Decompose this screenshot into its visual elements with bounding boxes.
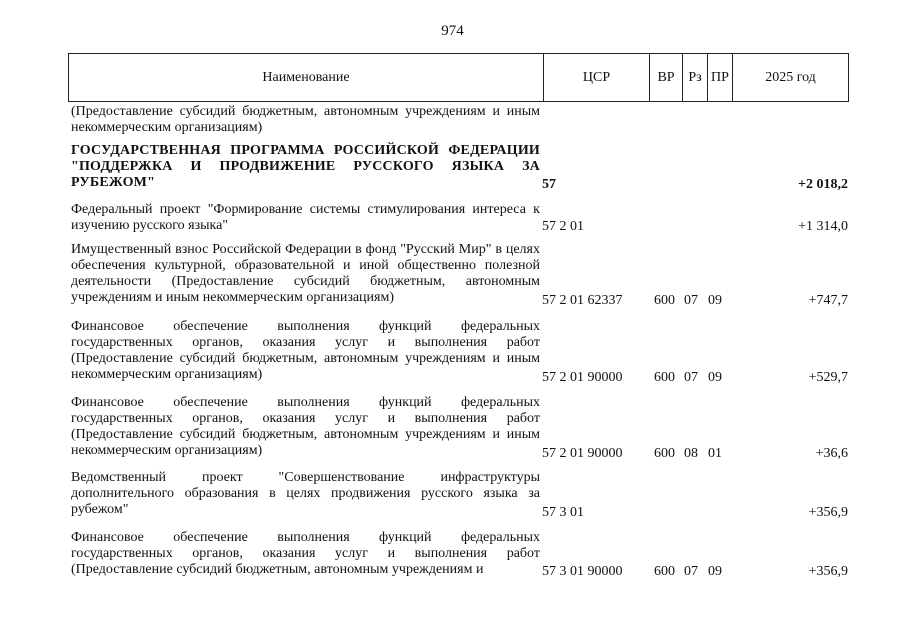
row-pr: 09 bbox=[708, 564, 722, 579]
header-rz: Рз bbox=[688, 69, 702, 85]
row-amount: +356,9 bbox=[808, 564, 848, 579]
table-header bbox=[68, 53, 849, 102]
header-csr: ЦСР bbox=[582, 69, 611, 85]
row-csr: 57 bbox=[542, 177, 556, 192]
row-name: Федеральный проект "Формирование системы стимулирования интереса к изучению русского языка" bbox=[71, 202, 540, 233]
row-csr: 57 2 01 90000 bbox=[542, 370, 623, 385]
row-vr: 600 bbox=[654, 370, 675, 385]
row-rz: 07 bbox=[684, 370, 698, 385]
row-vr: 600 bbox=[654, 446, 675, 461]
row-csr: 57 3 01 90000 bbox=[542, 564, 623, 579]
header-vr: ВР bbox=[657, 69, 675, 85]
row-name: Имущественный взнос Российской Федерации в фонд "Русский Мир" в целях обеспечения культурной, образовательной и иной общественно полезной деятельности (Предоставление субсидий бюджетным, автономным учреждениям и иным некоммерческим организациям) bbox=[71, 242, 540, 305]
row-name: Финансовое обеспечение выполнения функций федеральных государственных органов, оказания услуг и выполнения работ (Предоставление субсидий бюджетным, автономным учреждениям и иным некоммерческим организациям) bbox=[71, 319, 540, 382]
row-amount: +356,9 bbox=[808, 505, 848, 520]
row-csr: 57 2 01 62337 bbox=[542, 293, 623, 308]
row-pr: 09 bbox=[708, 293, 722, 308]
row-rz: 08 bbox=[684, 446, 698, 461]
header-name: Наименование bbox=[262, 69, 350, 85]
row-vr: 600 bbox=[654, 293, 675, 308]
row-pr: 09 bbox=[708, 370, 722, 385]
row-vr: 600 bbox=[654, 564, 675, 579]
header-pr: ПР bbox=[711, 69, 729, 85]
row-pr: 01 bbox=[708, 446, 722, 461]
page-number: 974 bbox=[441, 23, 464, 39]
row-amount: +36,6 bbox=[815, 446, 848, 461]
row-csr: 57 2 01 90000 bbox=[542, 446, 623, 461]
row-name: ГОСУДАРСТВЕННАЯ ПРОГРАММА РОССИЙСКОЙ ФЕДЕРАЦИИ "ПОДДЕРЖКА И ПРОДВИЖЕНИЕ РУССКОГО ЯЗЫКА ЗА РУБЕЖОМ" bbox=[71, 143, 540, 190]
row-amount: +747,7 bbox=[808, 293, 848, 308]
row-amount: +2 018,2 bbox=[798, 177, 848, 192]
row-amount: +1 314,0 bbox=[798, 219, 848, 234]
row-csr: 57 3 01 bbox=[542, 505, 584, 520]
header-year: 2025 год bbox=[765, 69, 816, 85]
row-name: (Предоставление субсидий бюджетным, автономным учреждениям и иным некоммерческим организациям) bbox=[71, 104, 540, 135]
row-name: Финансовое обеспечение выполнения функций федеральных государственных органов, оказания услуг и выполнения работ (Предоставление субсидий бюджетным, автономным учреждениям и иным некоммерческим организациям) bbox=[71, 395, 540, 458]
row-amount: +529,7 bbox=[808, 370, 848, 385]
row-name: Финансовое обеспечение выполнения функций федеральных государственных органов, оказания услуг и выполнения работ (Предоставление субсидий бюджетным, автономным учреждениям и bbox=[71, 530, 540, 577]
row-rz: 07 bbox=[684, 293, 698, 308]
row-rz: 07 bbox=[684, 564, 698, 579]
row-name: Ведомственный проект "Совершенствование инфраструктуры дополнительного образования в целях продвижения русского языка за рубежом" bbox=[71, 470, 540, 517]
row-csr: 57 2 01 bbox=[542, 219, 584, 234]
